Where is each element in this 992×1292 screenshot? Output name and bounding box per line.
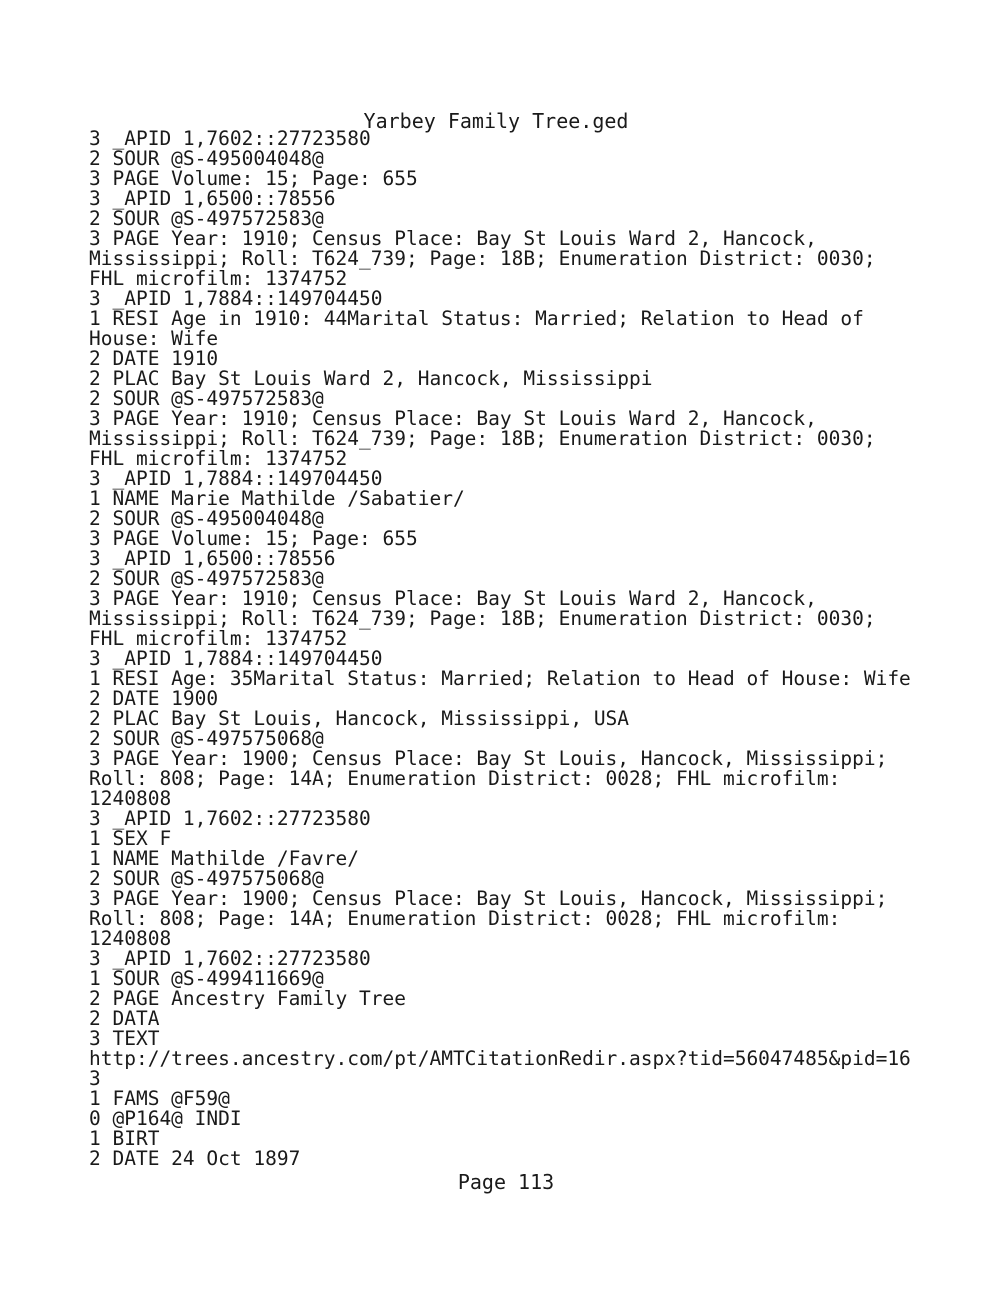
text-line: 2 PAGE Ancestry Family Tree [89, 987, 406, 1010]
text-line: http://trees.ancestry.com/pt/AMTCitationRedir.aspx?tid=56047485&pid=16 [89, 1047, 911, 1070]
text-line: 1 RESI Age: 35Marital Status: Married; Relation to Head of House: Wife [89, 667, 911, 690]
text-line: 2 SOUR @S-497572583@ [89, 387, 324, 410]
text-line: 3 _APID 1,7884::149704450 [89, 467, 383, 490]
document-title: Yarbey Family Tree.ged [363, 109, 629, 133]
text-line: Mississippi; Roll: T624_739; Page: 18B; Enumeration District: 0030; [89, 607, 876, 630]
text-line: Mississippi; Roll: T624_739; Page: 18B; Enumeration District: 0030; [89, 427, 876, 450]
text-line: 3 TEXT [89, 1027, 160, 1050]
text-line: 1 FAMS @F59@ [89, 1087, 230, 1110]
text-line: 2 DATE 24 Oct 1897 [89, 1147, 301, 1170]
text-line: House: Wife [89, 327, 219, 350]
text-line: 3 PAGE Volume: 15; Page: 655 [89, 527, 418, 550]
text-line: FHL microfilm: 1374752 [89, 267, 348, 290]
text-line: 0 @P164@ INDI [89, 1107, 242, 1130]
text-line: Roll: 808; Page: 14A; Enumeration District: 0028; FHL microfilm: [89, 907, 841, 930]
text-line: 3 _APID 1,6500::78556 [89, 187, 336, 210]
text-line: 1 NAME Marie Mathilde /Sabatier/ [89, 487, 465, 510]
text-line: 3 _APID 1,6500::78556 [89, 547, 336, 570]
text-line: 1240808 [89, 787, 172, 810]
text-line: 3 _APID 1,7884::149704450 [89, 287, 383, 310]
text-line: FHL microfilm: 1374752 [89, 447, 348, 470]
text-line: 2 PLAC Bay St Louis Ward 2, Hancock, Mississippi [89, 367, 653, 390]
text-line: 3 PAGE Year: 1910; Census Place: Bay St Louis Ward 2, Hancock, [89, 587, 817, 610]
page-number: Page 113 [457, 1170, 555, 1194]
text-line: 3 PAGE Year: 1910; Census Place: Bay St Louis Ward 2, Hancock, [89, 407, 817, 430]
text-line: 2 SOUR @S-497572583@ [89, 207, 324, 230]
text-line: 2 SOUR @S-495004048@ [89, 147, 324, 170]
text-line: 1 RESI Age in 1910: 44Marital Status: Married; Relation to Head of [89, 307, 864, 330]
text-line: 3 _APID 1,7602::27723580 [89, 947, 371, 970]
text-line: 2 DATE 1910 [89, 347, 219, 370]
text-line: 1 SOUR @S-499411669@ [89, 967, 324, 990]
text-line: 3 PAGE Volume: 15; Page: 655 [89, 167, 418, 190]
text-line: 3 _APID 1,7602::27723580 [89, 127, 371, 150]
text-line: 1240808 [89, 927, 172, 950]
text-line: 1 SEX F [89, 827, 172, 850]
text-line: 3 _APID 1,7884::149704450 [89, 647, 383, 670]
text-line: 3 [89, 1067, 101, 1090]
text-line: 2 SOUR @S-497575068@ [89, 867, 324, 890]
text-line: 2 DATE 1900 [89, 687, 219, 710]
text-line: 3 PAGE Year: 1900; Census Place: Bay St Louis, Hancock, Mississippi; [89, 887, 888, 910]
text-line: FHL microfilm: 1374752 [89, 627, 348, 650]
text-line: 2 SOUR @S-495004048@ [89, 507, 324, 530]
text-line: 2 DATA [89, 1007, 160, 1030]
text-line: 2 PLAC Bay St Louis, Hancock, Mississippi, USA [89, 707, 630, 730]
text-line: 1 NAME Mathilde /Favre/ [89, 847, 360, 870]
text-line: Roll: 808; Page: 14A; Enumeration District: 0028; FHL microfilm: [89, 767, 841, 790]
text-line: 3 PAGE Year: 1900; Census Place: Bay St Louis, Hancock, Mississippi; [89, 747, 888, 770]
text-line: 2 SOUR @S-497575068@ [89, 727, 324, 750]
text-line: 3 PAGE Year: 1910; Census Place: Bay St Louis Ward 2, Hancock, [89, 227, 817, 250]
text-line: Mississippi; Roll: T624_739; Page: 18B; Enumeration District: 0030; [89, 247, 876, 270]
text-line: 2 SOUR @S-497572583@ [89, 567, 324, 590]
text-line: 1 BIRT [89, 1127, 160, 1150]
gedcom-text-body [89, 129, 969, 1169]
text-line: 3 _APID 1,7602::27723580 [89, 807, 371, 830]
